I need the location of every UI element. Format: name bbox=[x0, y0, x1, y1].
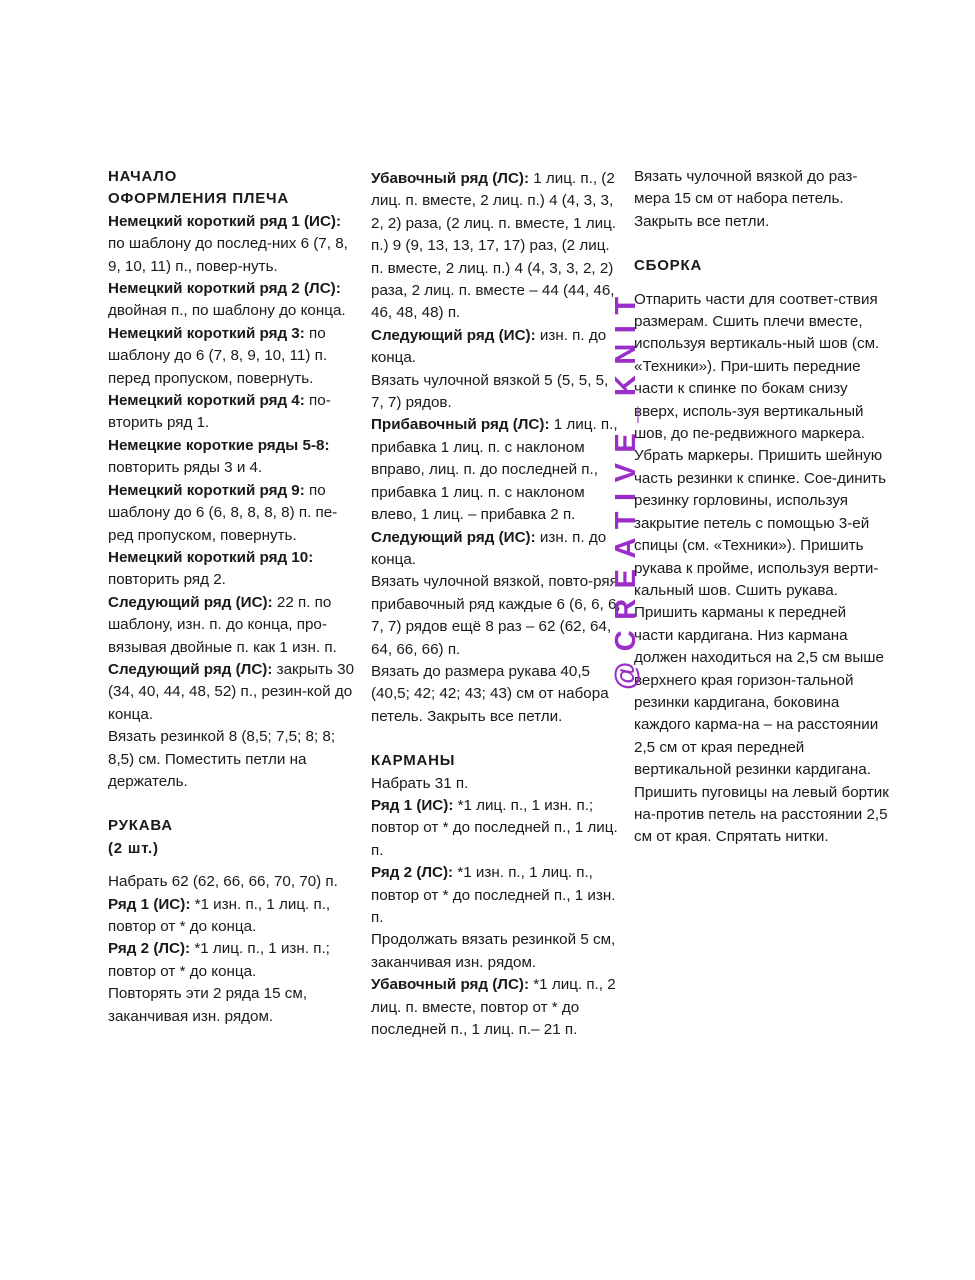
spacer bbox=[108, 860, 358, 871]
row-text: по шаблону до 6 (7, 8, 9, 10, 11) п. перед пропуском, повернуть. bbox=[108, 324, 328, 387]
row-text: повторить ряды 3 и 4. bbox=[108, 459, 263, 477]
row-text: *1 лиц. п., 1 изн. п.; повтор от * до конца. bbox=[108, 940, 330, 980]
row-label: Следующий ряд (ИС): bbox=[371, 326, 536, 344]
row-label: Прибавочный ряд (ЛС): bbox=[371, 416, 550, 434]
row-text: 1 лиц. п., прибавка 1 лиц. п. с наклоном вправо, лиц. п. до последней п., прибавка 1 лиц. п. с наклоном влево, 1 лиц. – прибавка 2 п. bbox=[371, 416, 618, 524]
row-label: Ряд 1 (ИС): bbox=[108, 895, 191, 913]
instruction bbox=[108, 894, 358, 939]
instruction: Набрать 62 (62, 66, 66, 70, 70) п. bbox=[108, 873, 338, 891]
heading-line: НАЧАЛО bbox=[108, 168, 178, 185]
instruction: Вязать резинкой 8 (8,5; 7,5; 8; 8; 8,5) см. Поместить петли на держатель. bbox=[108, 728, 336, 790]
heading-line: РУКАВА bbox=[108, 817, 173, 835]
instruction bbox=[371, 325, 621, 370]
instruction bbox=[108, 480, 358, 547]
row-text: 1 лиц. п., (2 лиц. п. вместе, 2 лиц. п.) 4 (4, 3, 3, 2, 2) раза, (2 лиц. п. вместе, 1 лиц. п.) 9 (9, 13, 13, 17, 17) раз, (2 лиц. п. вместе, 2 лиц. п.) 4 (4, 3, 3, 2, 2) раза, 2 лиц. п. вместе – 44 (44, 46, 46, 48, 48) п. bbox=[371, 170, 617, 322]
spacer bbox=[108, 793, 358, 815]
instruction bbox=[108, 938, 358, 983]
row-text: изн. п. до конца. bbox=[371, 528, 607, 568]
instruction bbox=[108, 278, 358, 323]
row-label: Немецкий короткий ряд 10: bbox=[108, 548, 314, 566]
row-text: по шаблону до послед-них 6 (7, 8, 9, 10, 11) п., повер-нуть. bbox=[108, 235, 348, 275]
instruction: Повторять эти 2 ряда 15 см, заканчивая изн. рядом. bbox=[108, 985, 308, 1025]
row-label: Ряд 2 (ЛС): bbox=[108, 940, 191, 958]
instruction: Вязать чулочной вязкой до раз-мера 15 см от набора петель. Закрыть все петли. bbox=[634, 168, 858, 230]
row-text: 22 п. по шаблону, изн. п. до конца, про-вязывая двойные п. как 1 изн. п. bbox=[108, 593, 337, 656]
row-label: Убавочный ряд (ЛС): bbox=[371, 976, 530, 994]
row-text: повторить ряд 2. bbox=[108, 571, 226, 589]
row-text: *1 лиц. п., 2 лиц. п. вместе, повтор от * до последней п., 1 лиц. п.– 21 п. bbox=[371, 976, 616, 1039]
row-label: Немецкие короткие ряды 5-8: bbox=[108, 436, 330, 454]
heading-line: ОФОРМЛЕНИЯ ПЛЕЧА bbox=[108, 190, 290, 208]
instruction bbox=[108, 592, 358, 659]
instruction: Набрать 31 п. bbox=[371, 774, 469, 792]
instruction bbox=[371, 795, 621, 862]
section-heading-shoulder bbox=[108, 166, 358, 211]
row-label: Ряд 2 (ЛС): bbox=[371, 864, 454, 882]
column-1 bbox=[108, 166, 358, 1028]
section-heading-sleeves bbox=[108, 815, 358, 860]
instruction: Отпарить части для соответ-ствия размерам. Сшить плечи вместе, используя вертикаль-ный шов (см. «Техники»). При-шить передние части к спинке по бокам снизу вверх, исполь-зуя вертикальный шов, до пе-редвижного маркера. Убрать маркеры. Пришить шейную часть резинки к спинке. Сое-динить резинку горловины, используя закрытие петель с помощью 3-ей спицы (см. «Техники»). Пришить рукава к пройме, используя верти-кальный шов. Сшить рукава. Пришить карманы к передней части кардигана. Низ кармана должен находиться на 2,5 см выше верхнего края горизон-тальной резинки кардигана, боковина каждого карма-на – на расстоянии 2,5 см от края передней вертикальной резинки кардигана. Пришить пуговицы на левый бортик на-против петель на расстоянии 2,5 см от края. Спрятать нитки. bbox=[634, 290, 889, 846]
row-label: Убавочный ряд (ЛС): bbox=[371, 170, 530, 187]
row-label: Немецкий короткий ряд 3: bbox=[108, 324, 305, 342]
row-label: Немецкий короткий ряд 9: bbox=[108, 481, 305, 499]
row-label: Немецкий короткий ряд 2 (ЛС): bbox=[108, 280, 341, 298]
instruction: Вязать чулочной вязкой, повто-ряя прибавочный ряд каждые 6 (6, 6, 6, 7, 7) рядов ещё 8 раз – 62 (62, 64, 64, 66, 66) п. bbox=[371, 573, 621, 658]
row-text: закрыть 30 (34, 40, 44, 48, 52) п., резин-кой до конца. bbox=[108, 660, 355, 723]
instruction bbox=[371, 862, 621, 929]
row-label: Следующий ряд (ИС): bbox=[108, 593, 273, 611]
instruction bbox=[371, 527, 621, 572]
row-text: *1 лиц. п., 1 изн. п.; повтор от * до последней п., 1 лиц. п. bbox=[371, 796, 618, 859]
spacer bbox=[634, 233, 889, 255]
instruction bbox=[108, 211, 358, 278]
column-2 bbox=[371, 168, 621, 1041]
row-text: по шаблону до 6 (6, 8, 8, 8, 8) п. пе-ред пропуском, повернуть. bbox=[108, 481, 338, 544]
instruction: Вязать до размера рукава 40,5 (40,5; 42; 42; 43; 43) см от набора петель. Закрыть все петли. bbox=[371, 662, 609, 725]
row-label: Ряд 1 (ИС): bbox=[371, 796, 454, 814]
row-text: *1 изн. п., 1 лиц. п., повтор от * до последней п., 1 изн. п. bbox=[371, 864, 616, 926]
spacer bbox=[371, 728, 621, 750]
row-text: *1 изн. п., 1 лиц. п., повтор от * до конца. bbox=[108, 895, 331, 935]
instruction bbox=[108, 659, 358, 726]
instruction bbox=[371, 414, 621, 526]
instruction: Продолжать вязать резинкой 5 см, заканчивая изн. рядом. bbox=[371, 931, 616, 971]
instruction bbox=[108, 435, 358, 480]
row-label: Немецкий короткий ряд 1 (ИС): bbox=[108, 212, 342, 230]
row-label: Следующий ряд (ИС): bbox=[371, 528, 536, 546]
row-text: двойная п., по шаблону до конца. bbox=[108, 302, 346, 320]
row-label: Следующий ряд (ЛС): bbox=[108, 660, 273, 678]
watermark: @CREATIVE_KNIT bbox=[610, 286, 642, 690]
row-text: изн. п. до конца. bbox=[371, 326, 607, 367]
section-heading-pockets: КАРМАНЫ bbox=[371, 752, 456, 770]
instruction bbox=[108, 547, 358, 592]
column-3 bbox=[634, 166, 889, 849]
heading-line: (2 шт.) bbox=[108, 839, 159, 857]
instruction bbox=[108, 323, 358, 390]
row-label: Немецкий короткий ряд 4: bbox=[108, 392, 305, 410]
spacer bbox=[634, 278, 889, 289]
row-text: по-вторить ряд 1. bbox=[108, 392, 331, 432]
instruction bbox=[371, 168, 621, 325]
instruction bbox=[371, 974, 621, 1041]
instruction: Вязать чулочной вязкой 5 (5, 5, 5, 7, 7) рядов. bbox=[371, 371, 609, 412]
instruction bbox=[108, 390, 358, 435]
section-heading-assembly: СБОРКА bbox=[634, 257, 703, 275]
